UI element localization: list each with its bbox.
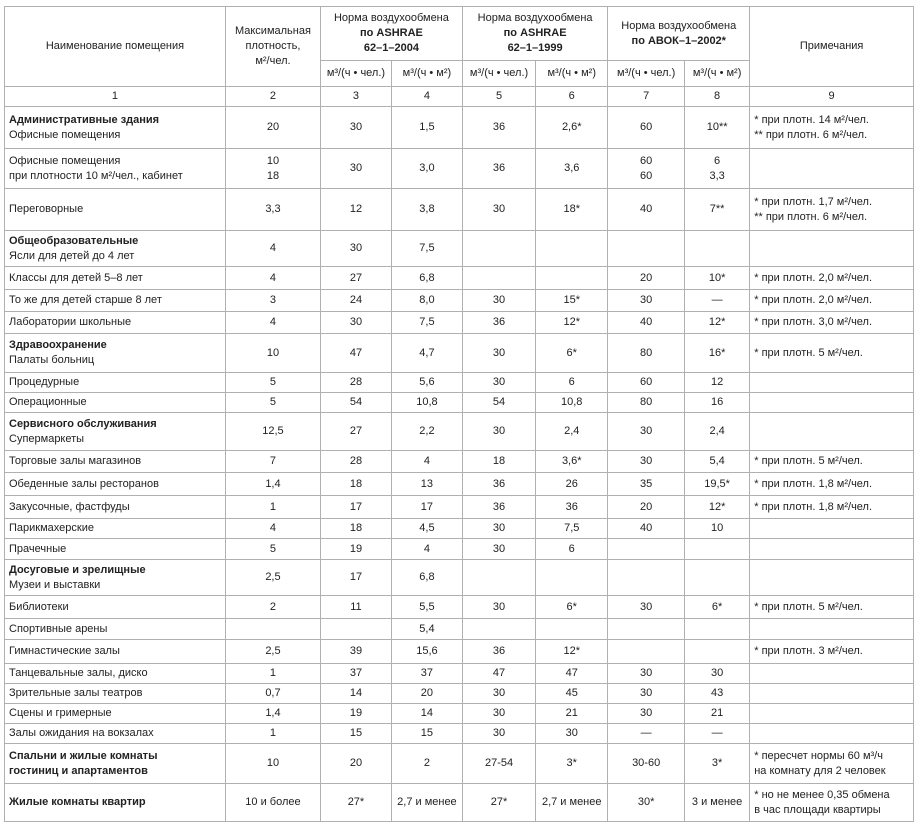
abok-per-person-cell: — — [608, 724, 685, 744]
max-density-cell: 4 — [225, 267, 320, 290]
table-row — [5, 664, 914, 684]
column-number: 1 — [5, 87, 226, 107]
room-name-cell: Спальни и жилые комнаты гостиниц и апартаментов — [5, 744, 226, 784]
ashrae1999-per-person-cell: 30 — [462, 413, 535, 451]
note-cell — [750, 413, 914, 451]
ashrae2004-per-area-cell: 15 — [391, 724, 462, 744]
ashrae1999-per-area-cell: 10,8 — [536, 393, 608, 413]
abok-per-person-cell: 80 — [608, 334, 685, 373]
ashrae1999-per-person-cell — [462, 267, 535, 290]
note-cell: * при плотн. 3,0 м²/чел. — [750, 312, 914, 334]
abok-per-person-cell: 35 — [608, 473, 685, 496]
room-name-cell: То же для детей старше 8 лет — [5, 290, 226, 312]
table-row — [5, 473, 914, 496]
ashrae1999-per-area-cell: 3,6* — [536, 451, 608, 473]
room-name-cell: Переговорные — [5, 189, 226, 231]
abok-per-area-cell — [684, 231, 749, 267]
abok-per-area-cell: 10* — [684, 267, 749, 290]
ashrae2004-per-area-cell: 14 — [391, 704, 462, 724]
header-max-density: Максимальная плотность, м²/чел. — [225, 7, 320, 87]
room-name-cell: Здравоохранение Палаты больниц — [5, 334, 226, 373]
column-number: 8 — [684, 87, 749, 107]
room-name-cell: Спортивные арены — [5, 619, 226, 640]
room-name-cell: Общеобразовательные Ясли для детей до 4 лет — [5, 231, 226, 267]
ashrae1999-per-area-cell: 26 — [536, 473, 608, 496]
table-row — [5, 451, 914, 473]
table-row — [5, 393, 914, 413]
table-row — [5, 231, 914, 267]
ashrae1999-per-area-cell: 2,4 — [536, 413, 608, 451]
abok-per-area-cell: 3* — [684, 744, 749, 784]
ashrae2004-per-area-cell: 1,5 — [391, 107, 462, 149]
max-density-cell: 4 — [225, 231, 320, 267]
abok-per-area-cell: 43 — [684, 684, 749, 704]
abok-per-area-cell: 6* — [684, 596, 749, 619]
abok-per-person-cell — [608, 539, 685, 560]
note-cell: * при плотн. 5 м²/чел. — [750, 596, 914, 619]
table-row — [5, 519, 914, 539]
note-cell — [750, 393, 914, 413]
ventilation-norms-table — [4, 6, 914, 822]
abok-per-area-cell: 6 3,3 — [684, 149, 749, 189]
ashrae2004-per-area-cell: 6,8 — [391, 267, 462, 290]
max-density-cell: 1,4 — [225, 704, 320, 724]
abok-per-person-cell: 30 — [608, 451, 685, 473]
note-cell: * при плотн. 1,8 м²/чел. — [750, 473, 914, 496]
ashrae2004-per-area-cell: 20 — [391, 684, 462, 704]
ashrae2004-per-person-cell: 54 — [320, 393, 391, 413]
abok-per-area-cell: — — [684, 290, 749, 312]
ashrae2004-per-area-cell: 2,2 — [391, 413, 462, 451]
abok-per-person-cell — [608, 640, 685, 664]
column-number: 9 — [750, 87, 914, 107]
max-density-cell: 2 — [225, 596, 320, 619]
ashrae2004-per-area-cell: 4,7 — [391, 334, 462, 373]
header-unit-per-area: м³/(ч • м²) — [391, 61, 462, 87]
ashrae1999-per-area-cell: 18* — [536, 189, 608, 231]
max-density-cell: 5 — [225, 373, 320, 393]
room-name-cell: Сервисного обслуживания Супермаркеты — [5, 413, 226, 451]
table-row — [5, 149, 914, 189]
room-name-cell: Жилые комнаты квартир — [5, 784, 226, 822]
ashrae2004-per-area-cell: 7,5 — [391, 231, 462, 267]
abok-per-person-cell: 40 — [608, 189, 685, 231]
ashrae1999-per-person-cell: 36 — [462, 312, 535, 334]
room-name-cell: Парикмахерские — [5, 519, 226, 539]
ashrae1999-per-area-cell: 45 — [536, 684, 608, 704]
room-name-cell: Гимнастические залы — [5, 640, 226, 664]
ashrae2004-per-area-cell: 5,6 — [391, 373, 462, 393]
ashrae2004-per-person-cell: 47 — [320, 334, 391, 373]
max-density-cell: 1 — [225, 496, 320, 519]
abok-per-area-cell: 10** — [684, 107, 749, 149]
table-row — [5, 724, 914, 744]
ashrae2004-per-person-cell: 11 — [320, 596, 391, 619]
ashrae2004-per-area-cell: 37 — [391, 664, 462, 684]
table-row — [5, 334, 914, 373]
ashrae1999-per-area-cell: 2,6* — [536, 107, 608, 149]
table-body — [5, 107, 914, 822]
ashrae1999-per-area-cell: 21 — [536, 704, 608, 724]
note-cell — [750, 539, 914, 560]
header-abok-2002: Норма воздухообмена по АВОК–1–2002* — [608, 7, 750, 61]
ashrae2004-per-area-cell: 3,8 — [391, 189, 462, 231]
column-number: 4 — [391, 87, 462, 107]
ashrae2004-per-person-cell: 19 — [320, 704, 391, 724]
note-cell — [750, 149, 914, 189]
ashrae2004-per-area-cell: 6,8 — [391, 560, 462, 596]
ashrae2004-per-area-cell: 15,6 — [391, 640, 462, 664]
ashrae1999-per-person-cell: 36 — [462, 496, 535, 519]
ashrae1999-per-area-cell: 6 — [536, 373, 608, 393]
ashrae2004-per-person-cell: 28 — [320, 451, 391, 473]
abok-per-area-cell: 12* — [684, 312, 749, 334]
abok-per-person-cell: 80 — [608, 393, 685, 413]
ashrae1999-per-person-cell: 30 — [462, 684, 535, 704]
max-density-cell: 4 — [225, 312, 320, 334]
max-density-cell: 4 — [225, 519, 320, 539]
max-density-cell — [225, 619, 320, 640]
ashrae1999-per-person-cell — [462, 231, 535, 267]
ashrae1999-per-person-cell — [462, 560, 535, 596]
ashrae2004-per-person-cell: 27 — [320, 267, 391, 290]
ashrae1999-per-area-cell: 6* — [536, 334, 608, 373]
ashrae2004-per-person-cell: 17 — [320, 560, 391, 596]
header-unit-per-area: м³/(ч • м²) — [684, 61, 749, 87]
ashrae1999-per-area-cell: 7,5 — [536, 519, 608, 539]
ashrae2004-per-area-cell: 2,7 и менее — [391, 784, 462, 822]
max-density-cell: 5 — [225, 539, 320, 560]
ashrae1999-per-person-cell: 18 — [462, 451, 535, 473]
note-cell: * при плотн. 5 м²/чел. — [750, 451, 914, 473]
ashrae1999-per-person-cell: 27* — [462, 784, 535, 822]
ashrae2004-per-person-cell: 18 — [320, 519, 391, 539]
abok-per-area-cell: 16* — [684, 334, 749, 373]
ashrae1999-per-person-cell: 27-54 — [462, 744, 535, 784]
abok-per-area-cell: 16 — [684, 393, 749, 413]
ashrae2004-per-person-cell: 20 — [320, 744, 391, 784]
table-row — [5, 413, 914, 451]
header-unit-per-person: м³/(ч • чел.) — [320, 61, 391, 87]
abok-per-person-cell: 20 — [608, 267, 685, 290]
ashrae1999-per-area-cell — [536, 619, 608, 640]
ashrae1999-per-person-cell — [462, 619, 535, 640]
abok-per-area-cell: 5,4 — [684, 451, 749, 473]
ashrae1999-per-area-cell: 47 — [536, 664, 608, 684]
column-number: 5 — [462, 87, 535, 107]
ashrae2004-per-person-cell: 30 — [320, 107, 391, 149]
max-density-cell: 10 — [225, 744, 320, 784]
table-row — [5, 496, 914, 519]
ashrae2004-per-person-cell: 17 — [320, 496, 391, 519]
max-density-cell: 3,3 — [225, 189, 320, 231]
abok-per-person-cell: 30* — [608, 784, 685, 822]
ashrae2004-per-area-cell: 2 — [391, 744, 462, 784]
abok-per-person-cell: 30 — [608, 413, 685, 451]
ashrae2004-per-person-cell: 30 — [320, 149, 391, 189]
header-unit-per-person: м³/(ч • чел.) — [462, 61, 535, 87]
ashrae1999-per-person-cell: 30 — [462, 724, 535, 744]
note-cell — [750, 684, 914, 704]
ashrae1999-per-person-cell: 30 — [462, 539, 535, 560]
note-cell — [750, 724, 914, 744]
room-name-cell: Процедурные — [5, 373, 226, 393]
abok-per-person-cell: 40 — [608, 519, 685, 539]
room-name-cell: Административные здания Офисные помещения — [5, 107, 226, 149]
ashrae2004-per-area-cell: 13 — [391, 473, 462, 496]
abok-per-person-cell — [608, 560, 685, 596]
header-notes: Примечания — [750, 7, 914, 87]
ashrae2004-per-person-cell: 14 — [320, 684, 391, 704]
table-row — [5, 784, 914, 822]
table-row — [5, 290, 914, 312]
ashrae2004-per-person-cell: 28 — [320, 373, 391, 393]
ashrae1999-per-area-cell: 12* — [536, 312, 608, 334]
room-name-cell: Закусочные, фастфуды — [5, 496, 226, 519]
table-row — [5, 539, 914, 560]
ashrae1999-per-person-cell: 30 — [462, 189, 535, 231]
room-name-cell: Сцены и гримерные — [5, 704, 226, 724]
room-name-cell: Библиотеки — [5, 596, 226, 619]
ashrae2004-per-person-cell: 39 — [320, 640, 391, 664]
column-number: 7 — [608, 87, 685, 107]
ashrae2004-per-person-cell: 24 — [320, 290, 391, 312]
ashrae1999-per-person-cell: 30 — [462, 290, 535, 312]
ashrae1999-per-area-cell: 15* — [536, 290, 608, 312]
ashrae1999-per-person-cell: 30 — [462, 373, 535, 393]
room-name-cell: Залы ожидания на вокзалах — [5, 724, 226, 744]
table-row — [5, 373, 914, 393]
ashrae2004-per-person-cell — [320, 619, 391, 640]
ashrae1999-per-area-cell — [536, 231, 608, 267]
abok-per-area-cell: 12* — [684, 496, 749, 519]
ashrae1999-per-person-cell: 36 — [462, 107, 535, 149]
abok-per-area-cell: 3 и менее — [684, 784, 749, 822]
ashrae1999-per-person-cell: 30 — [462, 704, 535, 724]
ashrae1999-per-area-cell: 30 — [536, 724, 608, 744]
table-row — [5, 640, 914, 664]
ashrae1999-per-person-cell: 54 — [462, 393, 535, 413]
table-row — [5, 560, 914, 596]
room-name-cell: Танцевальные залы, диско — [5, 664, 226, 684]
ashrae2004-per-person-cell: 12 — [320, 189, 391, 231]
ashrae1999-per-area-cell: 36 — [536, 496, 608, 519]
ashrae2004-per-area-cell: 10,8 — [391, 393, 462, 413]
ashrae2004-per-area-cell: 5,4 — [391, 619, 462, 640]
ashrae2004-per-area-cell: 4 — [391, 451, 462, 473]
column-number: 2 — [225, 87, 320, 107]
ashrae1999-per-area-cell: 3* — [536, 744, 608, 784]
room-name-cell: Лаборатории школьные — [5, 312, 226, 334]
room-name-cell: Досуговые и зрелищные Музеи и выставки — [5, 560, 226, 596]
abok-per-person-cell: 40 — [608, 312, 685, 334]
header-ashrae-2004: Норма воздухообмена по ASHRAE 62–1–2004 — [320, 7, 462, 61]
max-density-cell: 20 — [225, 107, 320, 149]
max-density-cell: 7 — [225, 451, 320, 473]
ashrae1999-per-area-cell: 3,6 — [536, 149, 608, 189]
column-number: 3 — [320, 87, 391, 107]
ashrae1999-per-person-cell: 36 — [462, 149, 535, 189]
ashrae2004-per-area-cell: 3,0 — [391, 149, 462, 189]
abok-per-person-cell — [608, 619, 685, 640]
header-unit-per-area: м³/(ч • м²) — [536, 61, 608, 87]
note-cell: * при плотн. 1,8 м²/чел. — [750, 496, 914, 519]
max-density-cell: 2,5 — [225, 640, 320, 664]
abok-per-person-cell: 60 — [608, 373, 685, 393]
ashrae2004-per-person-cell: 30 — [320, 231, 391, 267]
ashrae2004-per-person-cell: 27 — [320, 413, 391, 451]
room-name-cell: Операционные — [5, 393, 226, 413]
ashrae1999-per-area-cell — [536, 267, 608, 290]
ashrae1999-per-person-cell: 30 — [462, 334, 535, 373]
abok-per-person-cell: 30 — [608, 596, 685, 619]
ashrae2004-per-person-cell: 18 — [320, 473, 391, 496]
ashrae1999-per-person-cell: 36 — [462, 473, 535, 496]
table-row — [5, 107, 914, 149]
abok-per-person-cell: 30 — [608, 290, 685, 312]
ashrae2004-per-area-cell: 4,5 — [391, 519, 462, 539]
abok-per-area-cell: 21 — [684, 704, 749, 724]
abok-per-area-cell: 7** — [684, 189, 749, 231]
abok-per-area-cell — [684, 560, 749, 596]
ashrae1999-per-person-cell: 30 — [462, 596, 535, 619]
room-name-cell: Офисные помещения при плотности 10 м²/чел., кабинет — [5, 149, 226, 189]
ashrae2004-per-area-cell: 4 — [391, 539, 462, 560]
abok-per-area-cell: 2,4 — [684, 413, 749, 451]
ashrae1999-per-person-cell: 47 — [462, 664, 535, 684]
abok-per-area-cell: — — [684, 724, 749, 744]
abok-per-person-cell: 60 — [608, 107, 685, 149]
header-ashrae-1999: Норма воздухообмена по ASHRAE 62–1–1999 — [462, 7, 607, 61]
room-name-cell: Классы для детей 5–8 лет — [5, 267, 226, 290]
header-unit-per-person: м³/(ч • чел.) — [608, 61, 685, 87]
max-density-cell: 1 — [225, 664, 320, 684]
ashrae2004-per-person-cell: 27* — [320, 784, 391, 822]
table-row — [5, 312, 914, 334]
max-density-cell: 1,4 — [225, 473, 320, 496]
abok-per-area-cell — [684, 619, 749, 640]
table-row — [5, 684, 914, 704]
ashrae1999-per-area-cell: 6 — [536, 539, 608, 560]
max-density-cell: 1 — [225, 724, 320, 744]
abok-per-area-cell — [684, 640, 749, 664]
abok-per-area-cell: 12 — [684, 373, 749, 393]
abok-per-person-cell: 60 60 — [608, 149, 685, 189]
abok-per-person-cell: 30-60 — [608, 744, 685, 784]
column-number-row — [5, 87, 914, 107]
ashrae2004-per-area-cell: 7,5 — [391, 312, 462, 334]
note-cell — [750, 619, 914, 640]
note-cell — [750, 519, 914, 539]
column-number: 6 — [536, 87, 608, 107]
ashrae1999-per-area-cell: 6* — [536, 596, 608, 619]
ashrae2004-per-person-cell: 19 — [320, 539, 391, 560]
abok-per-person-cell — [608, 231, 685, 267]
abok-per-area-cell: 19,5* — [684, 473, 749, 496]
max-density-cell: 3 — [225, 290, 320, 312]
ashrae2004-per-person-cell: 37 — [320, 664, 391, 684]
table-row — [5, 267, 914, 290]
ashrae2004-per-person-cell: 30 — [320, 312, 391, 334]
max-density-cell: 10 18 — [225, 149, 320, 189]
note-cell: * при плотн. 2,0 м²/чел. — [750, 267, 914, 290]
ashrae1999-per-person-cell: 30 — [462, 519, 535, 539]
note-cell: * при плотн. 14 м²/чел. ** при плотн. 6 м²/чел. — [750, 107, 914, 149]
note-cell: * при плотн. 1,7 м²/чел. ** при плотн. 6 м²/чел. — [750, 189, 914, 231]
ashrae1999-per-area-cell: 12* — [536, 640, 608, 664]
table-row — [5, 619, 914, 640]
note-cell: * при плотн. 5 м²/чел. — [750, 334, 914, 373]
room-name-cell: Зрительные залы театров — [5, 684, 226, 704]
ashrae1999-per-area-cell: 2,7 и менее — [536, 784, 608, 822]
table-row — [5, 704, 914, 724]
note-cell: * но не менее 0,35 обмена в час площади квартиры — [750, 784, 914, 822]
ashrae2004-per-person-cell: 15 — [320, 724, 391, 744]
ashrae2004-per-area-cell: 17 — [391, 496, 462, 519]
abok-per-person-cell: 20 — [608, 496, 685, 519]
table-row — [5, 596, 914, 619]
note-cell: * пересчет нормы 60 м³/ч на комнату для 2 человек — [750, 744, 914, 784]
abok-per-area-cell — [684, 539, 749, 560]
max-density-cell: 2,5 — [225, 560, 320, 596]
room-name-cell: Обеденные залы ресторанов — [5, 473, 226, 496]
room-name-cell: Торговые залы магазинов — [5, 451, 226, 473]
abok-per-person-cell: 30 — [608, 664, 685, 684]
abok-per-person-cell: 30 — [608, 684, 685, 704]
abok-per-area-cell: 10 — [684, 519, 749, 539]
room-name-cell: Прачечные — [5, 539, 226, 560]
max-density-cell: 12,5 — [225, 413, 320, 451]
note-cell — [750, 560, 914, 596]
table-row — [5, 744, 914, 784]
max-density-cell: 0,7 — [225, 684, 320, 704]
abok-per-person-cell: 30 — [608, 704, 685, 724]
max-density-cell: 10 — [225, 334, 320, 373]
max-density-cell: 10 и более — [225, 784, 320, 822]
ashrae2004-per-area-cell: 5,5 — [391, 596, 462, 619]
ashrae2004-per-area-cell: 8,0 — [391, 290, 462, 312]
note-cell — [750, 704, 914, 724]
note-cell — [750, 664, 914, 684]
note-cell: * при плотн. 3 м²/чел. — [750, 640, 914, 664]
note-cell — [750, 231, 914, 267]
note-cell: * при плотн. 2,0 м²/чел. — [750, 290, 914, 312]
max-density-cell: 5 — [225, 393, 320, 413]
table-row — [5, 189, 914, 231]
note-cell — [750, 373, 914, 393]
ashrae1999-per-area-cell — [536, 560, 608, 596]
abok-per-area-cell: 30 — [684, 664, 749, 684]
header-room-name: Наименование помещения — [5, 7, 226, 87]
ashrae1999-per-person-cell: 36 — [462, 640, 535, 664]
